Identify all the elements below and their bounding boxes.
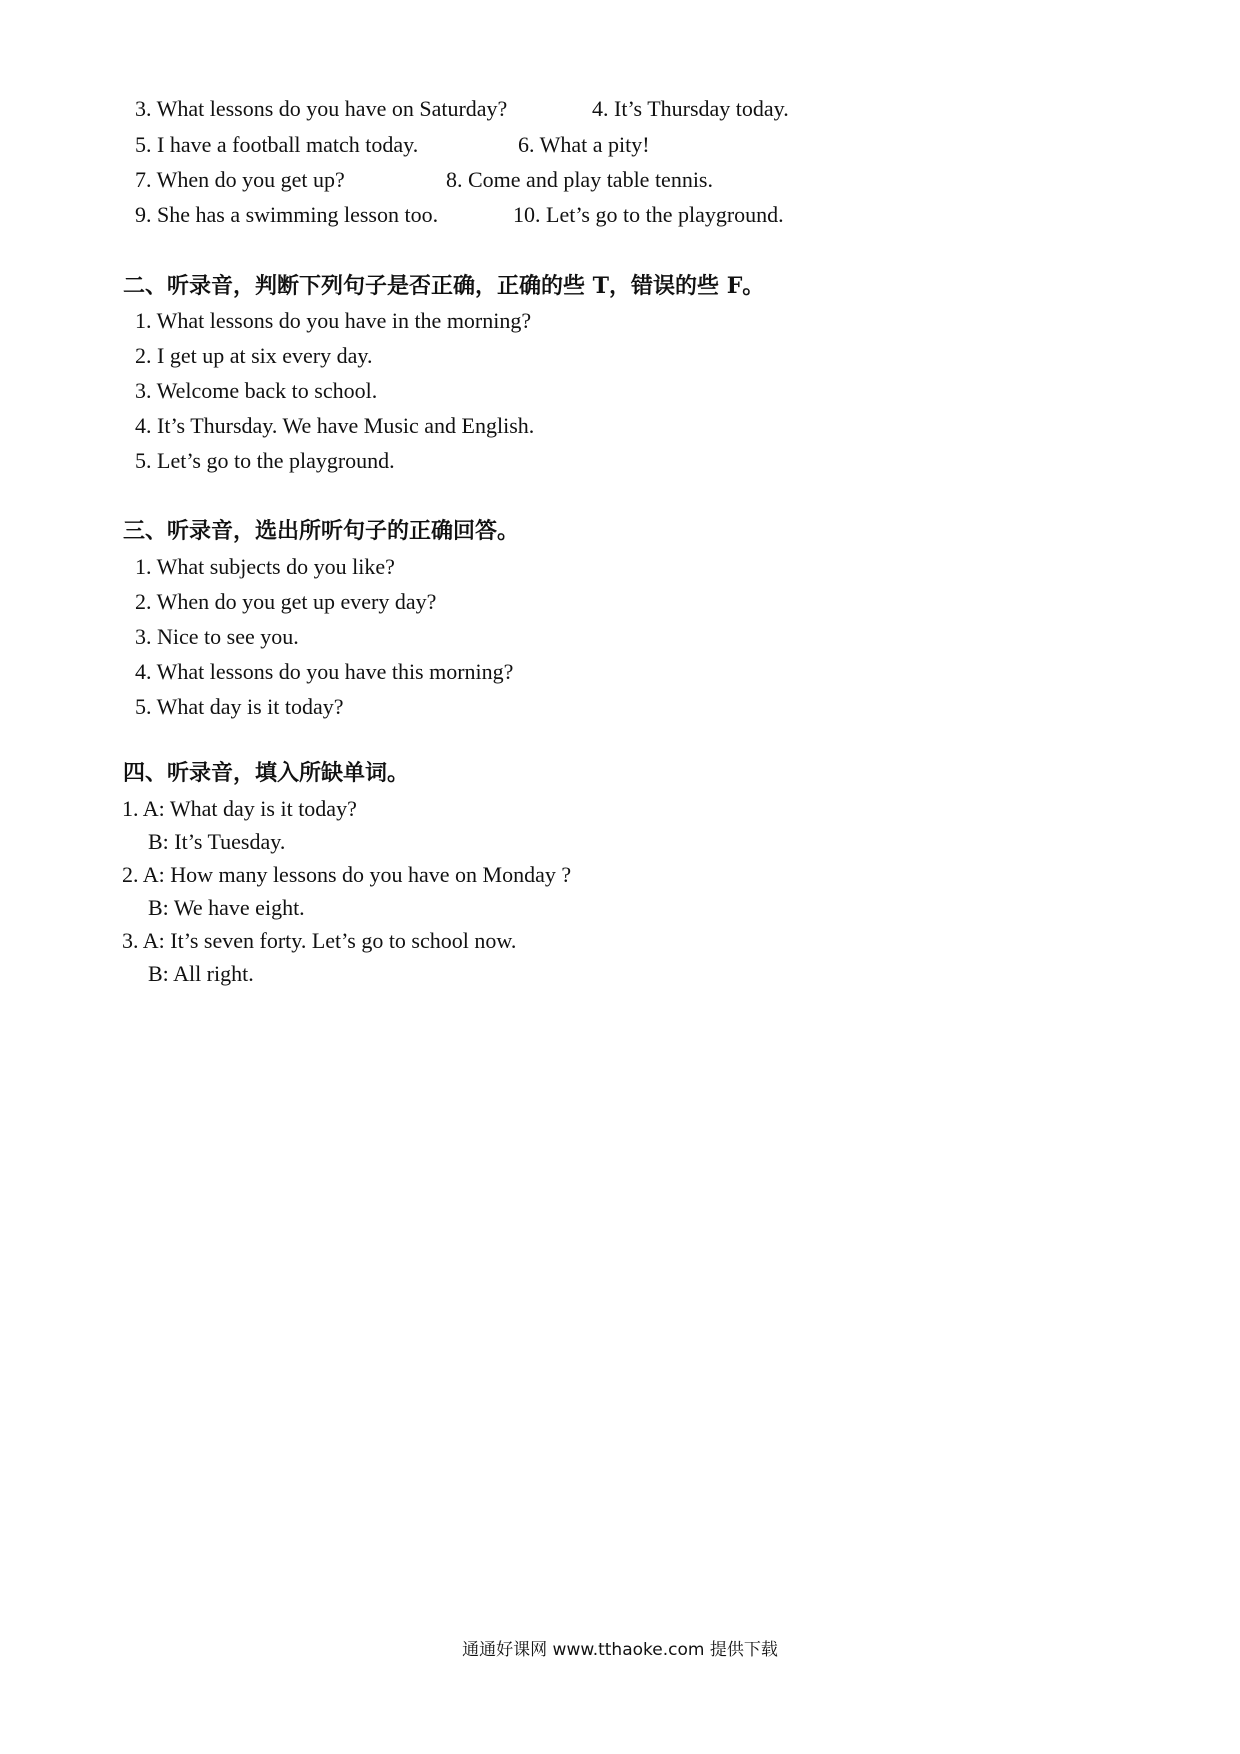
list-item: 7. When do you get up? (135, 167, 345, 192)
list-item: 10. Let’s go to the playground. (513, 202, 784, 227)
dialogue-line: B: It’s Tuesday. (148, 829, 286, 854)
list-item: 5. What day is it today? (135, 694, 344, 719)
list-item: 2. I get up at six every day. (135, 343, 373, 368)
list-item: 2. When do you get up every day? (135, 589, 437, 614)
list-item: 4. It’s Thursday today. (592, 96, 789, 121)
section-heading: 二、听录音，判断下列句子是否正确，正确的些 T，错误的些 F。 (123, 273, 765, 299)
list-item: 4. It’s Thursday. We have Music and English. (135, 413, 535, 438)
dialogue-line: B: We have eight. (148, 895, 305, 920)
list-item: 3. What lessons do you have on Saturday? (135, 96, 508, 121)
dialogue-line: 2. A: How many lessons do you have on Monday ? (122, 862, 572, 887)
page-footer: 通通好课网 www.tthaoke.com 提供下载 (462, 1640, 778, 1660)
list-item: 6. What a pity! (518, 132, 650, 157)
list-item: 1. What lessons do you have in the morning? (135, 308, 532, 333)
list-item: 9. She has a swimming lesson too. (135, 202, 439, 227)
list-item: 1. What subjects do you like? (135, 554, 395, 579)
dialogue-line: 1. A: What day is it today? (122, 796, 357, 821)
section-heading: 四、听录音，填入所缺单词。 (123, 760, 410, 786)
list-item: 3. Nice to see you. (135, 624, 299, 649)
dialogue-line: 3. A: It’s seven forty. Let’s go to school now. (122, 928, 517, 953)
list-item: 5. I have a football match today. (135, 132, 419, 157)
list-item: 8. Come and play table tennis. (446, 167, 713, 192)
section-heading: 三、听录音，选出所听句子的正确回答。 (123, 518, 520, 544)
list-item: 5. Let’s go to the playground. (135, 448, 395, 473)
list-item: 4. What lessons do you have this morning? (135, 659, 514, 684)
list-item: 3. Welcome back to school. (135, 378, 378, 403)
dialogue-line: B: All right. (148, 961, 254, 986)
